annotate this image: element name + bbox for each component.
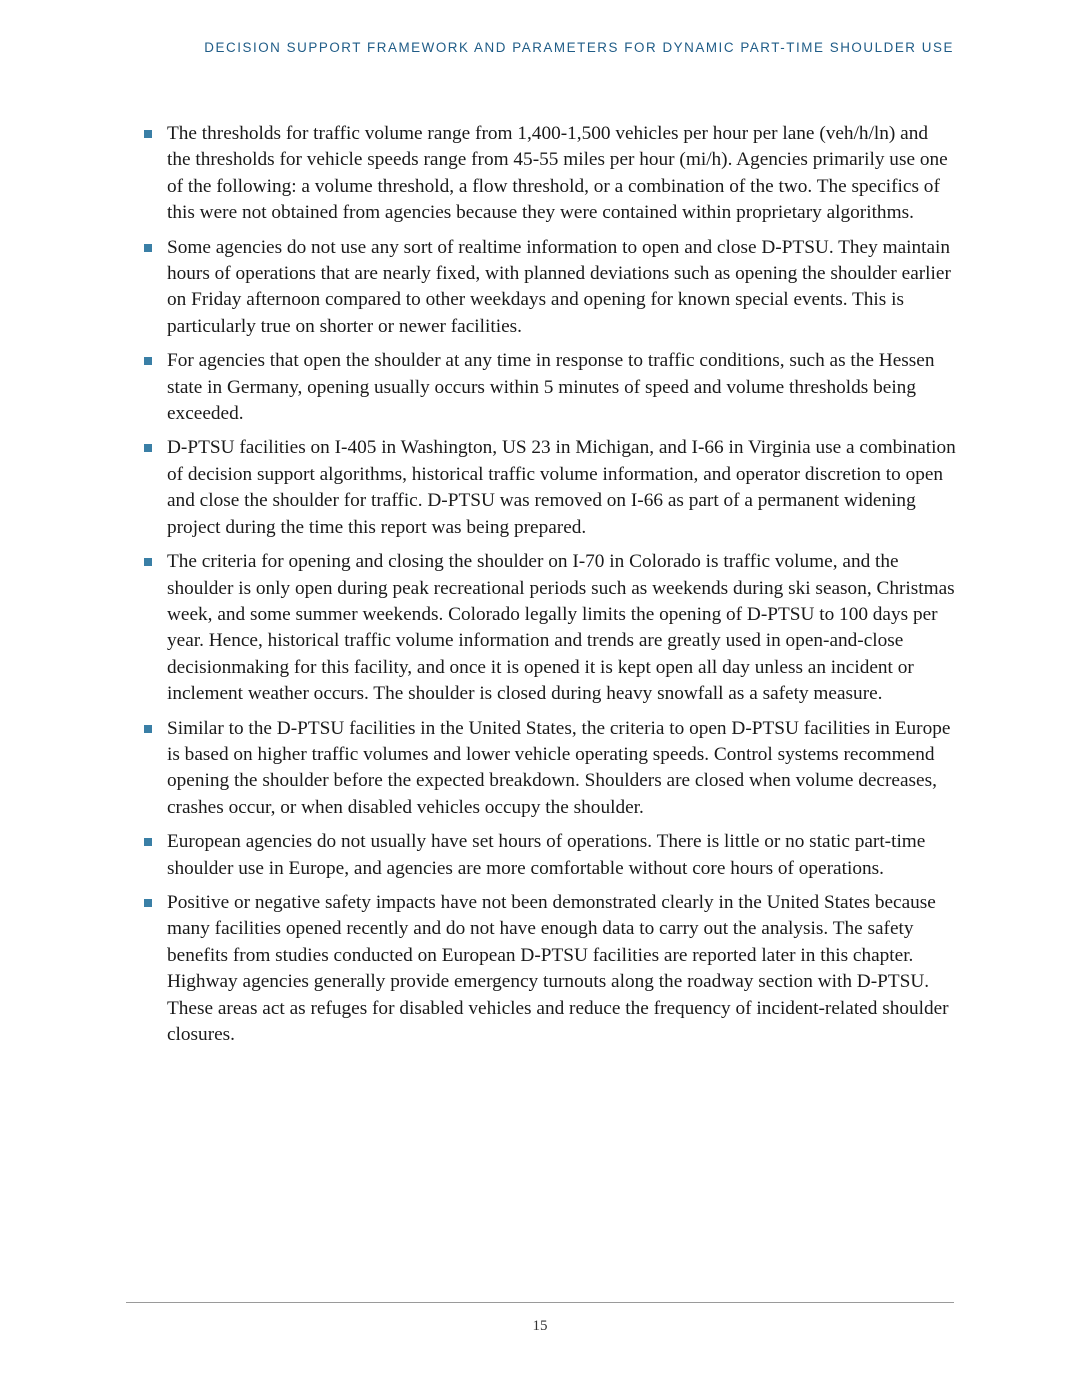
- bullet-text: Positive or negative safety impacts have not been demonstrated clearly in the United States because many facilities opened recently and do not have enough data to carry out the analysis. The safety benefits from studies conducted on European D-PTSU facilities are reported later in this chapter. Highway agencies generally provide emergency turnouts along the roadway section with D-PTSU. These areas act as refuges for disabled vehicles and reduce the frequency of incident-related shoulder closures.: [167, 891, 949, 1045]
- bullet-list: [141, 121, 956, 1056]
- bullet-text: Similar to the D-PTSU facilities in the United States, the criteria to open D-PTSU facilities in Europe is based on higher traffic volumes and lower vehicle operating speeds. Control systems recommend opening the shoulder before the expected breakdown. Shoulders are closed when volume decreases, crashes occur, or when disabled vehicles occupy the shoulder.: [167, 717, 951, 818]
- bullet-item-us-facilities: [141, 435, 956, 541]
- square-bullet-icon: [144, 357, 152, 365]
- square-bullet-icon: [144, 244, 152, 252]
- square-bullet-icon: [144, 130, 152, 138]
- bullet-item-europe-hours: [141, 829, 956, 882]
- bullet-text: For agencies that open the shoulder at any time in response to traffic conditions, such as the Hessen state in Germany, opening usually occurs within 5 minutes of speed and volume thresholds being exceeded.: [167, 350, 935, 425]
- bullet-item-thresholds: [141, 121, 956, 227]
- footer-divider: [126, 1302, 954, 1303]
- square-bullet-icon: [144, 838, 152, 846]
- bullet-text: The criteria for opening and closing the shoulder on I-70 in Colorado is traffic volume, and the shoulder is only open during peak recreational periods such as weekends during ski season, Christmas week, and some summer weekends. Colorado legally limits the opening of D-PTSU to 100 days per year. Hence, historical traffic volume information and trends are greatly used in open-and-close decisionmaking for this facility, and once it is opened it is kept open all day unless an incident or inclement weather occurs. The shoulder is closed during heavy snowfall as a safety measure.: [167, 551, 955, 705]
- bullet-item-hessen: [141, 348, 956, 427]
- square-bullet-icon: [144, 558, 152, 566]
- bullet-item-fixed-hours: [141, 235, 956, 341]
- square-bullet-icon: [144, 444, 152, 452]
- page-number: 15: [532, 1318, 548, 1334]
- bullet-text: D-PTSU facilities on I-405 in Washington, US 23 in Michigan, and I-66 in Virginia use a combination of decision support algorithms, historical traffic volume information, and operator discretion to open and close the shoulder for traffic. D-PTSU was removed on I-66 as part of a permanent widening project during the time this report was being prepared.: [167, 437, 956, 538]
- bullet-item-colorado: [141, 549, 956, 707]
- bullet-text: The thresholds for traffic volume range from 1,400-1,500 vehicles per hour per lane (veh/h/ln) and the thresholds for vehicle speeds range from 45-55 miles per hour (mi/h). Agencies primarily use one of the following: a volume threshold, a flow threshold, or a combination of the two. The specifics of this were not obtained from agencies because they were contained within proprietary algorithms.: [167, 123, 948, 224]
- bullet-text: Some agencies do not use any sort of realtime information to open and close D-PTSU. They maintain hours of operations that are nearly fixed, with planned deviations such as opening the shoulder earlier on Friday afternoon compared to other weekdays and opening for known special events. This is particularly true on shorter or newer facilities.: [167, 236, 951, 337]
- bullet-item-safety: [141, 890, 956, 1048]
- bullet-item-europe-criteria: [141, 716, 956, 822]
- running-header: DECISION SUPPORT FRAMEWORK AND PARAMETERS FOR DYNAMIC PART-TIME SHOULDER USE: [204, 40, 954, 55]
- bullet-text: European agencies do not usually have set hours of operations. There is little or no static part-time shoulder use in Europe, and agencies are more comfortable without core hours of operations.: [167, 831, 926, 879]
- square-bullet-icon: [144, 899, 152, 907]
- square-bullet-icon: [144, 725, 152, 733]
